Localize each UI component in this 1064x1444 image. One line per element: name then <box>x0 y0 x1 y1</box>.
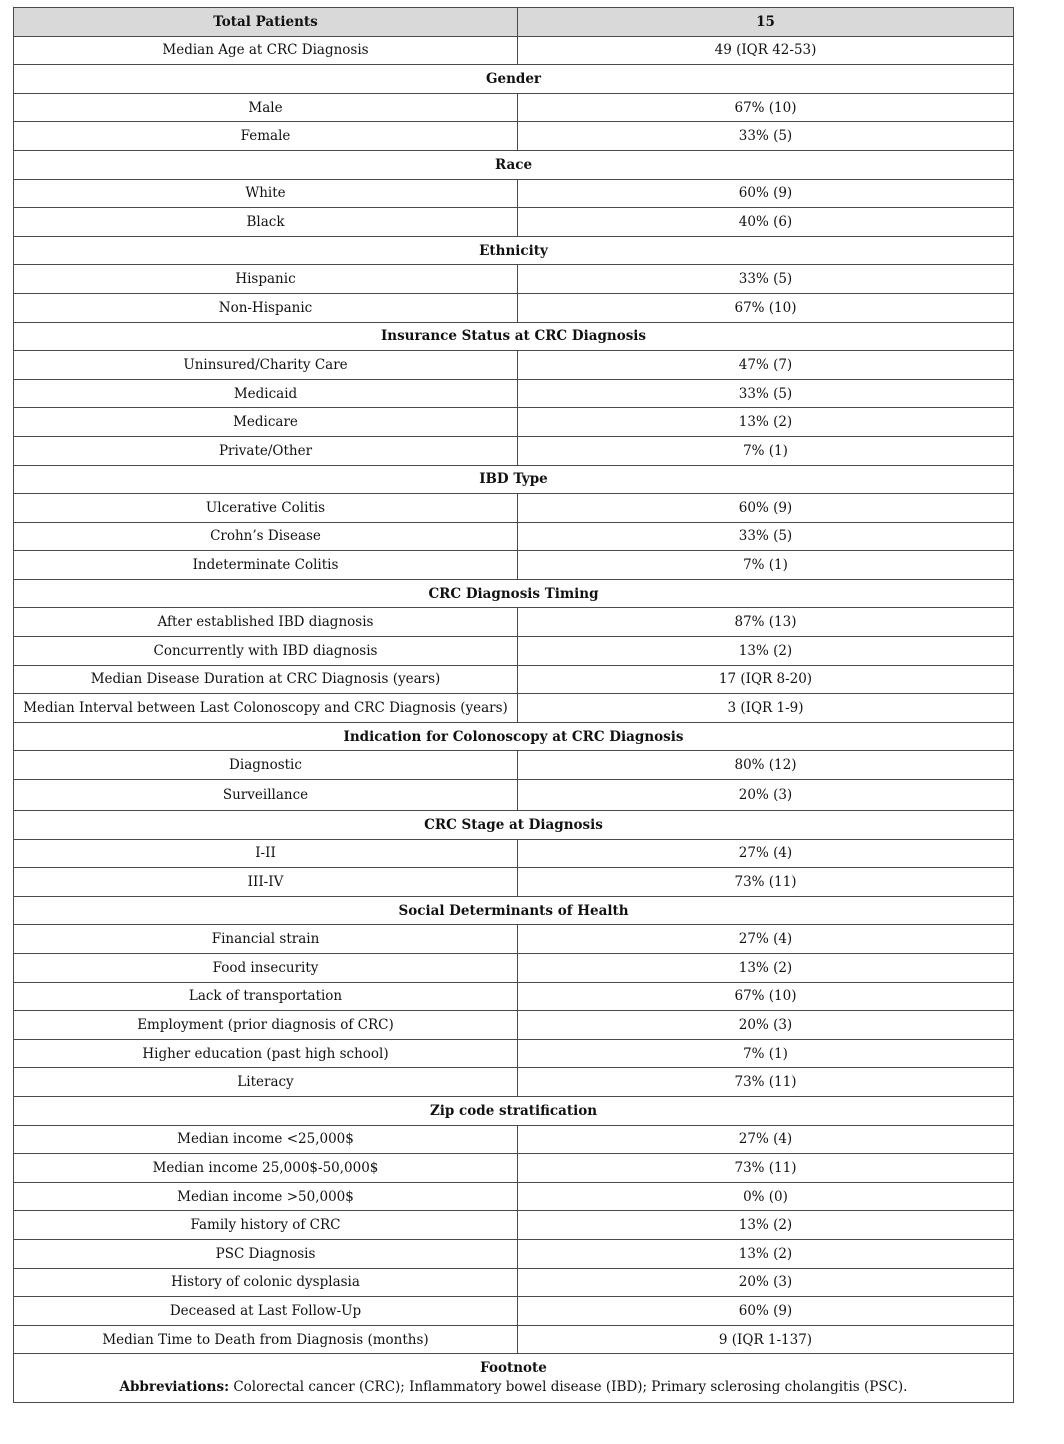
row-label: Literacy <box>14 1068 518 1097</box>
row-value: 0% (0) <box>518 1182 1014 1211</box>
table-row <box>14 1297 1014 1326</box>
row-value: 33% (5) <box>518 379 1014 408</box>
table-row <box>14 265 1014 294</box>
row-label: Medicare <box>14 408 518 437</box>
table-row <box>14 408 1014 437</box>
table-body <box>14 8 1014 1354</box>
row-value: 13% (2) <box>518 954 1014 983</box>
row-label: Uninsured/Charity Care <box>14 351 518 380</box>
row-value: 73% (11) <box>518 1154 1014 1183</box>
row-value: 80% (12) <box>518 751 1014 780</box>
row-label: Employment (prior diagnosis of CRC) <box>14 1011 518 1040</box>
section-header-row <box>14 722 1014 751</box>
row-label: Median income <25,000$ <box>14 1125 518 1154</box>
table-row <box>14 1125 1014 1154</box>
row-value: 47% (7) <box>518 351 1014 380</box>
table-row <box>14 1182 1014 1211</box>
table-row <box>14 637 1014 666</box>
footnote-abbrev-label: Abbreviations: <box>119 1379 230 1396</box>
row-label: Male <box>14 93 518 122</box>
row-value: 27% (4) <box>518 839 1014 868</box>
row-value: 17 (IQR 8-20) <box>518 665 1014 694</box>
row-label: History of colonic dysplasia <box>14 1268 518 1297</box>
section-header-row <box>14 811 1014 840</box>
row-label: Non-Hispanic <box>14 293 518 322</box>
row-label: Median Time to Death from Diagnosis (months) <box>14 1325 518 1354</box>
row-value: 87% (13) <box>518 608 1014 637</box>
header-label: Total Patients <box>14 8 518 37</box>
row-value: 7% (1) <box>518 436 1014 465</box>
section-title: CRC Diagnosis Timing <box>14 579 1014 608</box>
row-label: Lack of transportation <box>14 982 518 1011</box>
row-value: 73% (11) <box>518 1068 1014 1097</box>
footnote-abbrev-text: Colorectal cancer (CRC); Inflammatory bowel disease (IBD); Primary sclerosing cholangitis (PSC). <box>229 1379 908 1396</box>
row-label: Concurrently with IBD diagnosis <box>14 637 518 666</box>
row-value: 33% (5) <box>518 122 1014 151</box>
row-value: 13% (2) <box>518 1211 1014 1240</box>
section-header-row <box>14 236 1014 265</box>
table-row <box>14 1068 1014 1097</box>
row-label: White <box>14 179 518 208</box>
row-label: III-IV <box>14 868 518 897</box>
row-label: Family history of CRC <box>14 1211 518 1240</box>
table-row <box>14 608 1014 637</box>
table-row <box>14 208 1014 237</box>
table-row <box>14 665 1014 694</box>
row-value: 40% (6) <box>518 208 1014 237</box>
table-row <box>14 379 1014 408</box>
row-value: 67% (10) <box>518 293 1014 322</box>
row-label: Higher education (past high school) <box>14 1039 518 1068</box>
section-title: Social Determinants of Health <box>14 896 1014 925</box>
row-value: 67% (10) <box>518 982 1014 1011</box>
row-label: Median Interval between Last Colonoscopy and CRC Diagnosis (years) <box>14 694 518 723</box>
row-label: Black <box>14 208 518 237</box>
table-row <box>14 1011 1014 1040</box>
section-title: Gender <box>14 65 1014 94</box>
row-label: Food insecurity <box>14 954 518 983</box>
table-row <box>14 982 1014 1011</box>
table-row <box>14 551 1014 580</box>
section-header-row <box>14 322 1014 351</box>
row-value: 27% (4) <box>518 925 1014 954</box>
row-value: 13% (2) <box>518 408 1014 437</box>
row-label: Surveillance <box>14 780 518 811</box>
table-row <box>14 1039 1014 1068</box>
patient-characteristics-table <box>13 7 1014 1403</box>
table-row <box>14 494 1014 523</box>
header-value: 15 <box>518 8 1014 37</box>
row-label: Crohn’s Disease <box>14 522 518 551</box>
row-value: 27% (4) <box>518 1125 1014 1154</box>
table-row <box>14 351 1014 380</box>
table-row <box>14 694 1014 723</box>
row-label: Financial strain <box>14 925 518 954</box>
table-row <box>14 36 1014 65</box>
row-label: Deceased at Last Follow-Up <box>14 1297 518 1326</box>
row-value: 20% (3) <box>518 780 1014 811</box>
table-row <box>14 751 1014 780</box>
table-header-row <box>14 8 1014 37</box>
section-title: Indication for Colonoscopy at CRC Diagnosis <box>14 722 1014 751</box>
row-value: 20% (3) <box>518 1268 1014 1297</box>
section-title: Zip code stratification <box>14 1096 1014 1125</box>
row-label: Ulcerative Colitis <box>14 494 518 523</box>
row-value: 49 (IQR 42-53) <box>518 36 1014 65</box>
table-row <box>14 93 1014 122</box>
section-header-row <box>14 896 1014 925</box>
row-value: 60% (9) <box>518 1297 1014 1326</box>
table-row <box>14 1154 1014 1183</box>
table-row <box>14 522 1014 551</box>
row-value: 7% (1) <box>518 551 1014 580</box>
table-row <box>14 1268 1014 1297</box>
row-value: 13% (2) <box>518 1239 1014 1268</box>
table-row <box>14 293 1014 322</box>
row-label: PSC Diagnosis <box>14 1239 518 1268</box>
row-label: Hispanic <box>14 265 518 294</box>
row-value: 60% (9) <box>518 494 1014 523</box>
section-header-row <box>14 65 1014 94</box>
row-value: 9 (IQR 1-137) <box>518 1325 1014 1354</box>
row-label: Private/Other <box>14 436 518 465</box>
row-value: 33% (5) <box>518 265 1014 294</box>
table-row <box>14 1325 1014 1354</box>
footnote-title: Footnote <box>480 1360 547 1377</box>
row-value: 20% (3) <box>518 1011 1014 1040</box>
table-row <box>14 954 1014 983</box>
row-label: Median income 25,000$-50,000$ <box>14 1154 518 1183</box>
section-header-row <box>14 150 1014 179</box>
row-label: Medicaid <box>14 379 518 408</box>
section-title: Race <box>14 150 1014 179</box>
row-label: Median Age at CRC Diagnosis <box>14 36 518 65</box>
row-value: 3 (IQR 1-9) <box>518 694 1014 723</box>
row-label: After established IBD diagnosis <box>14 608 518 637</box>
section-title: IBD Type <box>14 465 1014 494</box>
table-row <box>14 780 1014 811</box>
row-value: 33% (5) <box>518 522 1014 551</box>
section-title: CRC Stage at Diagnosis <box>14 811 1014 840</box>
row-value: 60% (9) <box>518 179 1014 208</box>
row-value: 13% (2) <box>518 637 1014 666</box>
table-row <box>14 1239 1014 1268</box>
row-label: I-II <box>14 839 518 868</box>
section-header-row <box>14 579 1014 608</box>
footnote-body <box>18 1378 1009 1397</box>
table-row <box>14 436 1014 465</box>
section-title: Ethnicity <box>14 236 1014 265</box>
row-value: 67% (10) <box>518 93 1014 122</box>
row-value: 7% (1) <box>518 1039 1014 1068</box>
section-title: Insurance Status at CRC Diagnosis <box>14 322 1014 351</box>
row-value: 73% (11) <box>518 868 1014 897</box>
row-label: Female <box>14 122 518 151</box>
row-label: Diagnostic <box>14 751 518 780</box>
section-header-row <box>14 1096 1014 1125</box>
row-label: Indeterminate Colitis <box>14 551 518 580</box>
footnote-row <box>14 1354 1014 1403</box>
table-row <box>14 868 1014 897</box>
table-row <box>14 179 1014 208</box>
row-label: Median income >50,000$ <box>14 1182 518 1211</box>
table-row <box>14 122 1014 151</box>
footnote-cell <box>14 1354 1014 1403</box>
table-row <box>14 839 1014 868</box>
table-row <box>14 1211 1014 1240</box>
section-header-row <box>14 465 1014 494</box>
row-label: Median Disease Duration at CRC Diagnosis (years) <box>14 665 518 694</box>
table-row <box>14 925 1014 954</box>
